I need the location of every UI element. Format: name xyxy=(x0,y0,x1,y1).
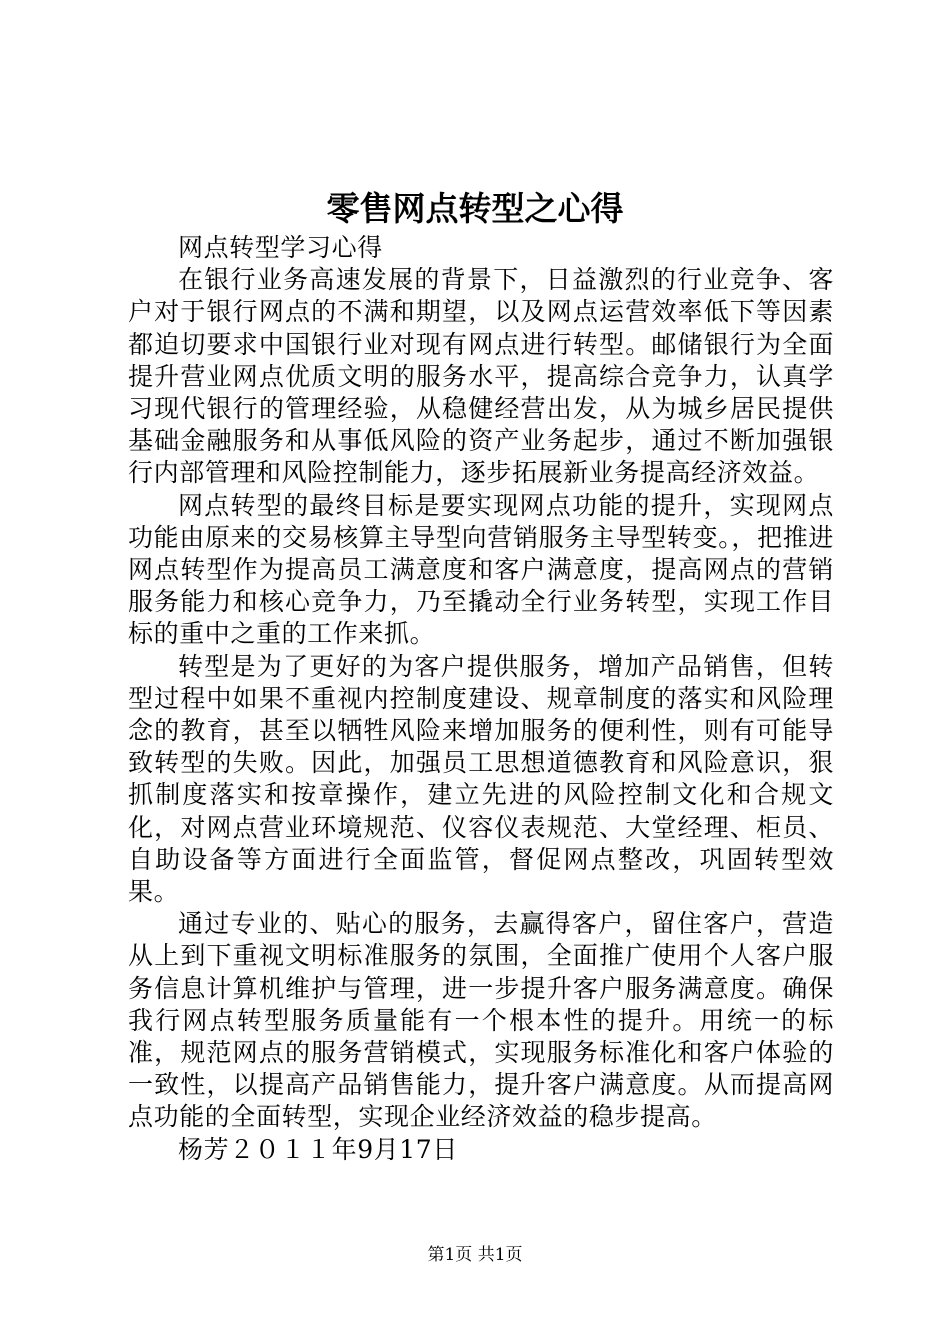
body-paragraph: 通过专业的、贴心的服务，去赢得客户，留住客户，营造从上到下重视文明标准服务的氛围，全面推广使用个人客户服务信息计算机维护与管理，进一步提升客户服务满意度。确保我行网点转型服务质量能有一个根本性的提升。用统一的标准，规范网点的服务营销模式，实现服务标准化和客户体验的一致性，以提高产品销售能力，提升客户满意度。从而提高网点功能的全面转型，实现企业经济效益的稳步提高。 xyxy=(128,909,834,1132)
body-paragraph: 网点转型的最终目标是要实现网点功能的提升，实现网点功能由原来的交易核算主导型向营销服务主导型转变。，把推进网点转型作为提高员工满意度和客户满意度，提高网点的营销服务能力和核心竞争力，乃至撬动全行业务转型，实现工作目标的重中之重的工作来抓。 xyxy=(128,490,834,649)
signature-date: 杨芳２０１１年9月17日 xyxy=(178,1134,458,1164)
subtitle-paragraph: 网点转型学习心得 xyxy=(178,233,383,262)
page-footer: 第1页 共1页 xyxy=(427,1245,523,1265)
body-paragraph: 转型是为了更好的为客户提供服务，增加产品销售，但转型过程中如果不重视内控制度建设、规章制度的落实和风险理念的教育，甚至以牺牲风险来增加服务的便利性，则有可能导致转型的失败。因此，加强员工思想道德教育和风险意识，狠抓制度落实和按章操作，建立先进的风险控制文化和合规文化，对网点营业环境规范、仪容仪表规范、大堂经理、柜员、自助设备等方面进行全面监管，督促网点整改，巩固转型效果。 xyxy=(128,651,834,907)
body-paragraph: 在银行业务高速发展的背景下，日益激烈的行业竞争、客户对于银行网点的不满和期望，以及网点运营效率低下等因素都迫切要求中国银行业对现有网点进行转型。邮储银行为全面提升营业网点优质文明的服务水平，提高综合竞争力，认真学习现代银行的管理经验，从稳健经营出发，从为城乡居民提供基础金融服务和从事低风险的资产业务起步，通过不断加强银行内部管理和风险控制能力，逐步拓展新业务提高经济效益。 xyxy=(128,265,834,488)
document-title: 零售网点转型之心得 xyxy=(326,189,624,228)
document-body xyxy=(128,232,834,1166)
